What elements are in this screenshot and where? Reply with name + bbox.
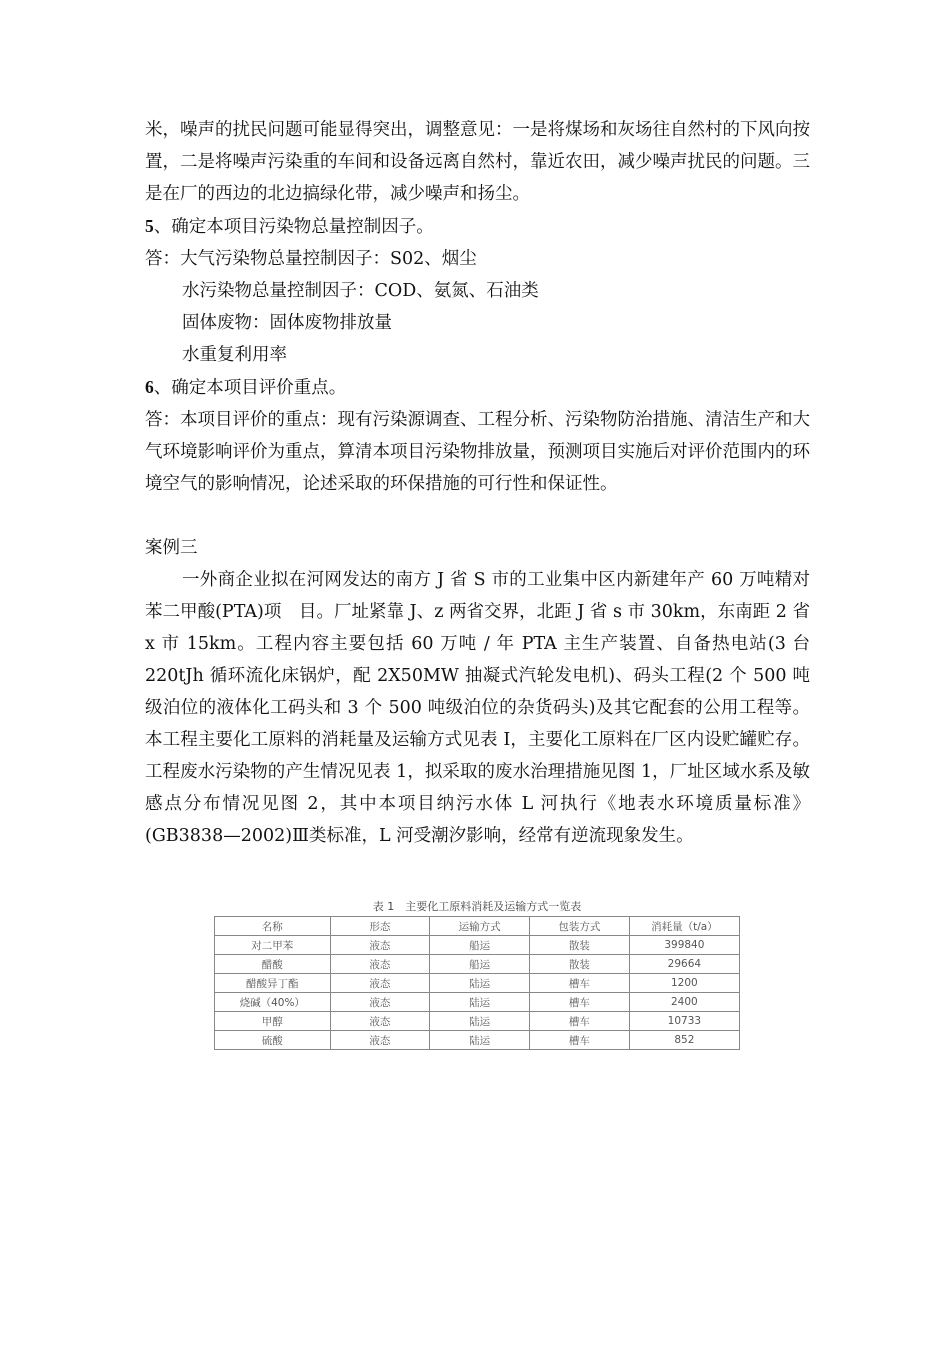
header-state: 形态 [330, 917, 430, 936]
table-row [215, 1031, 740, 1050]
paragraph-noise-adjustment: 米，噪声的扰民问题可能显得突出，调整意见：一是将煤场和灰场往自然村的下风向按置，二是将噪声污染重的车间和设备远离自然村，靠近农田，减少噪声扰民的问题。三是在厂的西边的北边搞绿化带，减少噪声和扬尘。 [145, 120, 810, 204]
table-row [215, 993, 740, 1012]
answer-6: 答：本项目评价的重点：现有污染源调查、工程分析、污染物防治措施、清洁生产和大气环境影响评价为重点，算清本项目污染物排放量，预测项目实施后对评价范围内的环境空气的影响情况，论述采取的环保措施的可行性和保证性。 [145, 410, 810, 494]
cell-transport: 船运 [430, 936, 530, 955]
cell-packaging: 槽车 [530, 974, 630, 993]
cell-name: 甲醇 [215, 1012, 331, 1031]
question-6 [145, 371, 810, 404]
table-row [215, 936, 740, 955]
answer-5-line-4: 水重复利用率 [182, 345, 287, 365]
cell-transport: 陆运 [430, 974, 530, 993]
cell-name: 醋酸异丁酯 [215, 974, 331, 993]
question-5-text: 、确定本项目污染物总量控制因子。 [153, 217, 434, 237]
cell-name: 对二甲苯 [215, 936, 331, 955]
cell-consumption: 10733 [629, 1012, 739, 1031]
answer-5-line-1: 答：大气污染物总量控制因子：S02、烟尘 [145, 249, 477, 269]
cell-name: 烧碱（40%） [215, 993, 331, 1012]
cell-packaging: 槽车 [530, 1012, 630, 1031]
question-5-number: 5 [145, 216, 154, 236]
table-row [215, 1012, 740, 1031]
question-6-text: 、确定本项目评价重点。 [153, 378, 347, 398]
header-packaging: 包装方式 [530, 917, 630, 936]
cell-packaging: 槽车 [530, 1031, 630, 1050]
answer-5-line-3: 固体废物：固体废物排放量 [182, 313, 392, 333]
cell-transport: 陆运 [430, 993, 530, 1012]
cell-consumption: 852 [629, 1031, 739, 1050]
question-6-number: 6 [145, 377, 154, 397]
cell-name: 硫酸 [215, 1031, 331, 1050]
cell-packaging: 散装 [530, 955, 630, 974]
cell-packaging: 散装 [530, 936, 630, 955]
table-caption: 表 1 主要化工原料消耗及运输方式一览表 [372, 900, 582, 913]
cell-consumption: 2400 [629, 993, 739, 1012]
cell-state: 液态 [330, 936, 430, 955]
cell-state: 液态 [330, 993, 430, 1012]
cell-consumption: 1200 [629, 974, 739, 993]
cell-state: 液态 [330, 1012, 430, 1031]
table-row [215, 955, 740, 974]
section-gap [145, 500, 810, 532]
materials-table [214, 916, 740, 1050]
table-row [215, 974, 740, 993]
answer-5-line-2: 水污染物总量控制因子：COD、氨氮、石油类 [182, 281, 539, 301]
table-header-row [215, 917, 740, 936]
cell-transport: 陆运 [430, 1031, 530, 1050]
cell-consumption: 399840 [629, 936, 739, 955]
cell-state: 液态 [330, 955, 430, 974]
case-description: 一外商企业拟在河网发达的南方 J 省 S 市的工业集中区内新建年产 60 万吨精对苯二甲酸(PTA)项 目。厂址紧靠 J、z 两省交界，北距 J 省 s 市 30km，东南距 2 省 x 市 15km。工程内容主要包括 60 万吨 / 年 PTA 主生产装置、自备热电站(3 台 220tJh 循环流化床锅炉，配 2X50MW 抽凝式汽轮发电机)、码头工程(2 个 500 吨级泊位的液体化工码头和 3 个 500 吨级泊位的杂货码头)及其它配套的公用工程等。本工程主要化工原料的消耗量及运输方式见表 I，主要化工原料在厂区内设贮罐贮存。工程废水污染物的产生情况见表 1，拟采取的废水治理措施见图 1，厂址区域水系及敏感点分布情况见图 2，其中本项目纳污水体 L 河执行《地表水环境质量标准》(GB3838—2002)Ⅲ类标准，L 河受潮汐影响，经常有逆流现象发生。 [145, 570, 810, 846]
cell-state: 液态 [330, 974, 430, 993]
header-consumption: 消耗量（t/a） [629, 917, 739, 936]
document-body [145, 114, 810, 852]
header-transport: 运输方式 [430, 917, 530, 936]
cell-packaging: 槽车 [530, 993, 630, 1012]
cell-name: 醋酸 [215, 955, 331, 974]
cell-state: 液态 [330, 1031, 430, 1050]
cell-transport: 船运 [430, 955, 530, 974]
cell-consumption: 29664 [629, 955, 739, 974]
header-name: 名称 [215, 917, 331, 936]
question-5 [145, 210, 810, 243]
cell-transport: 陆运 [430, 1012, 530, 1031]
materials-table-figure [214, 898, 740, 1050]
case-title: 案例三 [145, 538, 198, 558]
